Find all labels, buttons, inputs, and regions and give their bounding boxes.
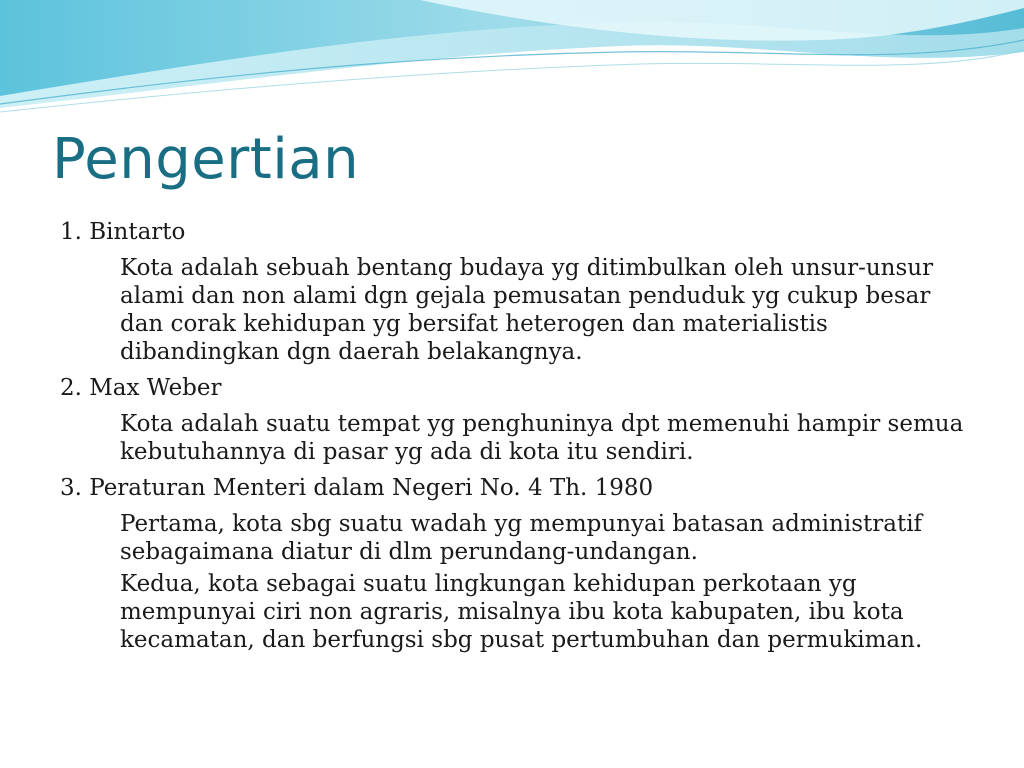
item-paragraph: Pertama, kota sbg suatu wadah yg mempunyai batasan administratif sebagaimana diatur di dlm perundang-undangan. — [120, 511, 923, 565]
item-paragraph: Kedua, kota sebagai suatu lingkungan kehidupan perkotaan yg mempunyai ciri non agraris, misalnya ibu kota kabupaten, ibu kota kecamatan, dan berfungsi sbg pusat pertumbuhan dan permukiman. — [120, 571, 923, 653]
item-heading: 1. Bintarto — [60, 219, 186, 245]
definition-item — [60, 374, 970, 466]
wave-banner — [0, 0, 1024, 120]
definition-item — [60, 474, 970, 654]
item-heading: 2. Max Weber — [60, 375, 222, 401]
definition-item — [60, 218, 970, 366]
slide-content — [60, 218, 970, 662]
item-paragraph: Kota adalah suatu tempat yg penghuninya dpt memenuhi hampir semua kebutuhannya di pasar yg ada di kota itu sendiri. — [120, 411, 964, 465]
slide-title: Pengertian — [52, 127, 360, 192]
item-paragraph: Kota adalah sebuah bentang budaya yg ditimbulkan oleh unsur-unsur alami dan non alami dgn gejala pemusatan penduduk yg cukup besar dan corak kehidupan yg bersifat heterogen dan materialistis dibandingkan dgn daerah belakangnya. — [120, 255, 934, 365]
item-heading: 3. Peraturan Menteri dalam Negeri No. 4 Th. 1980 — [60, 475, 654, 501]
